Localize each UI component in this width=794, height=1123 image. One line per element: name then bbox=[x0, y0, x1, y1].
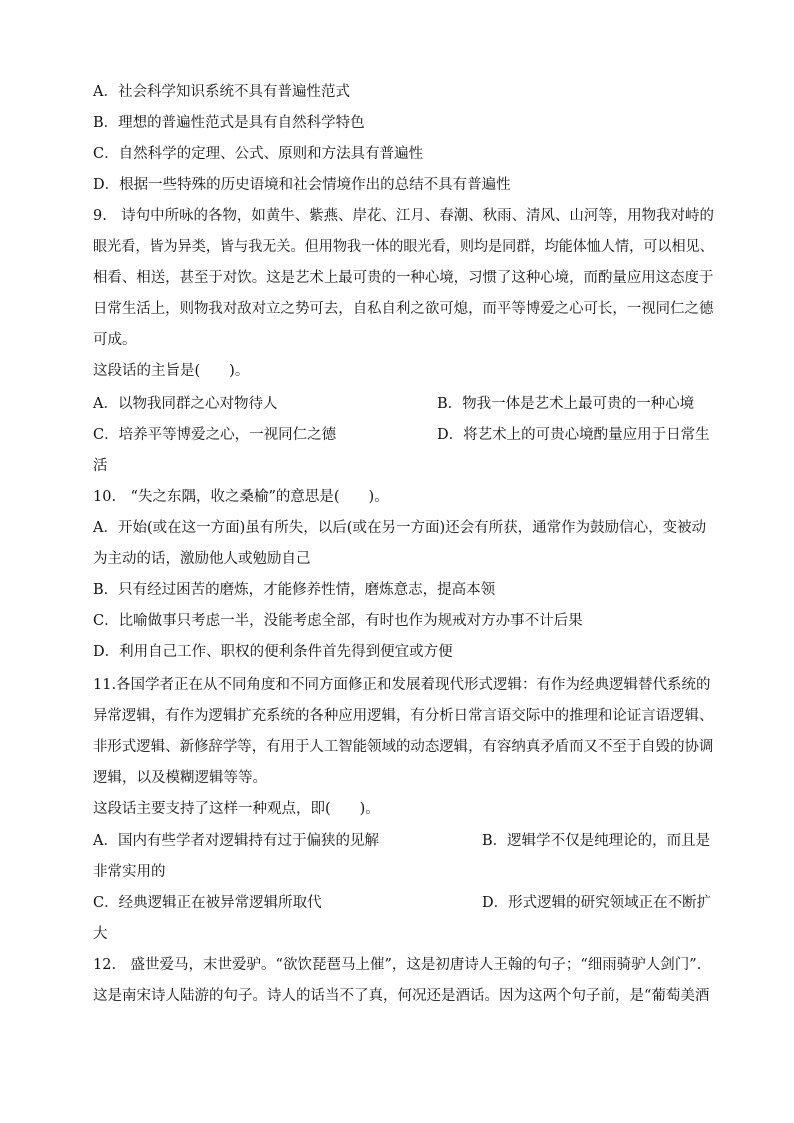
q8-option-b: B．理想的普遍性范式是具有自然科学特色 bbox=[93, 115, 365, 131]
q10-option-a-line-1: A．开始(或在这一方面)虽有所失，以后(或在另一方面)还会有所获，通常作为鼓励信心，变被动 bbox=[93, 520, 707, 536]
q10-option-b: B．只有经过困苦的磨炼，才能修养性情，磨炼意志，提高本领 bbox=[93, 582, 496, 598]
q8-option-c: C．自然科学的定理、公式、原则和方法具有普遍性 bbox=[93, 146, 424, 162]
q10-option-a-line-2: 为主动的话，激励他人或勉励自己 bbox=[93, 551, 311, 567]
q8-option-d: D．根据一些特殊的历史语境和社会情境作出的总结不具有普遍性 bbox=[93, 177, 511, 193]
q9-text-line-4: 日常生活上，则物我对敌对立之势可去，自私自利之欲可熄，而平等博爱之心可长，一视同仁之德 bbox=[93, 301, 714, 317]
q9-question: 这段话的主旨是( )。 bbox=[93, 363, 250, 379]
q11-text-line-4: 逻辑，以及模糊逻辑等等。 bbox=[93, 770, 267, 786]
q9-text-line-2: 眼光看，皆为异类，皆与我无关。但用物我一体的眼光看，则均是同群，均能体恤人情，可以相见、 bbox=[93, 239, 714, 255]
q11-text-line-2: 异常逻辑，有作为逻辑扩充系统的各种应用逻辑，有分析日常言语交际中的推理和论证言语逻辑、 bbox=[93, 708, 714, 724]
q11-text-line-1: 11.各国学者正在从不同角度和不同方面修正和发展着现代形式逻辑：有作为经典逻辑替代系统的 bbox=[93, 677, 711, 693]
q9-option-d-continued: 活 bbox=[93, 458, 108, 474]
q8-option-a: A．社会科学知识系统不具有普遍性范式 bbox=[93, 84, 350, 100]
q10-option-d: D．利用自己工作、职权的便利条件首先得到便宜或方便 bbox=[93, 644, 453, 660]
q9-option-b: B．物我一体是艺术上最可贵的一种心境 bbox=[437, 396, 695, 412]
q9-text-line-3: 相看、相送，甚至于对饮。这是艺术上最可贵的一种心境，习惯了这种心境，而酌量应用这态度于 bbox=[93, 270, 714, 286]
q10-stem: 10. “失之东隅，收之桑榆”的意思是( )。 bbox=[93, 489, 389, 505]
q11-text-line-3: 非形式逻辑、新修辞学等，有用于人工智能领域的动态逻辑，有容纳真矛盾而又不至于自毁的协调 bbox=[93, 739, 714, 755]
q9-text-line-5: 可成。 bbox=[93, 332, 137, 348]
q9-option-d: D．将艺术上的可贵心境酌量应用于日常生 bbox=[437, 427, 710, 443]
q12-text-line-2: 这是南宋诗人陆游的句子。诗人的话当不了真，何况还是酒话。因为这两个句子前，是“葡萄美酒 bbox=[93, 988, 710, 1004]
q11-question: 这段话主要支持了这样一种观点，即( )。 bbox=[93, 801, 380, 817]
q9-option-a: A．以物我同群之心对物待人 bbox=[93, 396, 278, 412]
q11-option-d-continued: 大 bbox=[93, 926, 108, 942]
q11-option-d: D．形式逻辑的研究领域正在不断扩 bbox=[482, 895, 712, 911]
q11-option-b-continued: 非常实用的 bbox=[93, 864, 166, 880]
q11-option-a: A．国内有些学者对逻辑持有过于偏狭的见解 bbox=[93, 833, 379, 849]
q11-option-b: B．逻辑学不仅是纯理论的，而且是 bbox=[482, 833, 711, 849]
q10-option-c: C．比喻做事只考虑一半，没能考虑全部，有时也作为规戒对方办事不计后果 bbox=[93, 613, 583, 629]
q11-option-c: C．经典逻辑正在被异常逻辑所取代 bbox=[93, 895, 322, 911]
q9-option-c: C．培养平等博爱之心，一视同仁之德 bbox=[93, 427, 337, 443]
q9-text-line-1: 9. 诗句中所咏的各物，如黄牛、紫燕、岸花、江月、春潮、秋雨、清风、山河等，用物我对峙的 bbox=[93, 208, 714, 224]
q12-text-line-1: 12. 盛世爱马，末世爱驴。“欲饮琵琶马上催”，这是初唐诗人王翰的句子；“细雨骑驴人剑门”. bbox=[93, 957, 702, 973]
